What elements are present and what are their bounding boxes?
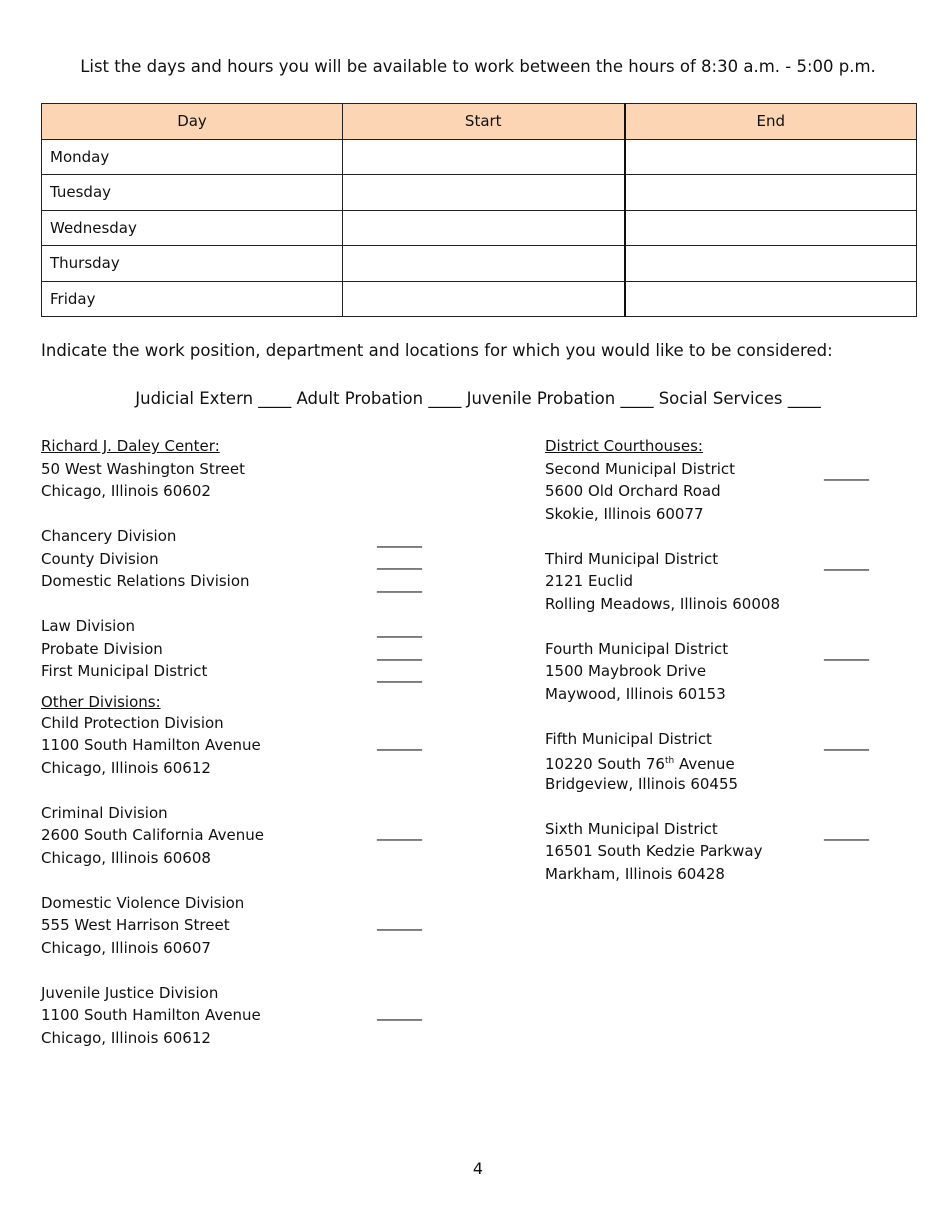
day-cell: Thursday (42, 246, 343, 282)
division-first-municipal: First Municipal District (41, 662, 208, 680)
other-division-address1: 1100 South Hamilton Avenue (41, 736, 261, 754)
blank-third-district[interactable]: ______ (824, 553, 869, 571)
district-address1: 10220 South 76th Avenue (545, 755, 735, 773)
daley-center-heading: Richard J. Daley Center: (41, 437, 220, 455)
division-chancery: Chancery Division (41, 527, 177, 545)
end-cell[interactable] (625, 210, 917, 246)
day-cell: Wednesday (42, 210, 343, 246)
availability-table (41, 103, 917, 317)
district-address1: 1500 Maybrook Drive (545, 662, 707, 680)
day-cell: Monday (42, 139, 343, 175)
other-division-address2: Chicago, Illinois 60612 (41, 758, 211, 777)
other-division-address2: Chicago, Illinois 60607 (41, 938, 211, 957)
district-address1: 2121 Euclid (545, 572, 634, 590)
table-row (42, 281, 917, 317)
header-end: End (625, 104, 917, 140)
district-address1: 5600 Old Orchard Road (545, 482, 721, 500)
other-division-name: Domestic Violence Division (41, 893, 245, 912)
district-name: Fifth Municipal District (545, 729, 712, 748)
other-division-address2: Chicago, Illinois 60612 (41, 1028, 211, 1047)
other-division-address1: 2600 South California Avenue (41, 826, 265, 844)
blank-domestic-relations[interactable]: ______ (377, 575, 422, 593)
blank-first-municipal[interactable]: ______ (377, 665, 422, 683)
district-address2: Skokie, Illinois 60077 (545, 504, 704, 523)
division-probate: Probate Division (41, 639, 163, 658)
district-address2: Bridgeview, Illinois 60455 (545, 774, 739, 793)
blank-probate[interactable]: ______ (377, 643, 422, 661)
daley-address-line2: Chicago, Illinois 60602 (41, 482, 211, 500)
table-row (42, 139, 917, 175)
district-address2: Markham, Illinois 60428 (545, 864, 725, 883)
district-name: Third Municipal District (545, 549, 719, 568)
header-start: Start (343, 104, 625, 140)
other-division-address1: 1100 South Hamilton Avenue (41, 1006, 261, 1024)
blank-criminal[interactable]: ______ (377, 823, 422, 841)
blank-sixth-district[interactable]: ______ (824, 823, 869, 841)
blank-fifth-district[interactable]: ______ (824, 733, 869, 751)
district-name: Sixth Municipal District (545, 819, 718, 838)
district-courthouses-heading: District Courthouses: (545, 437, 703, 455)
blank-chancery[interactable]: ______ (377, 530, 422, 548)
right-column (545, 435, 780, 885)
start-cell[interactable] (343, 175, 625, 211)
district-name: Second Municipal District (545, 459, 736, 478)
table-row (42, 175, 917, 211)
header-day: Day (42, 104, 343, 140)
division-county: County Division (41, 549, 159, 568)
district-address2: Rolling Meadows, Illinois 60008 (545, 594, 780, 613)
end-cell[interactable] (625, 139, 917, 175)
blank-second-district[interactable]: ______ (824, 463, 869, 481)
day-cell: Friday (42, 281, 343, 317)
start-cell[interactable] (343, 281, 625, 317)
other-division-name: Juvenile Justice Division (41, 983, 219, 1002)
table-row (42, 246, 917, 282)
daley-address-line1: 50 West Washington Street (41, 459, 245, 478)
division-law: Law Division (41, 617, 136, 635)
end-cell[interactable] (625, 175, 917, 211)
other-division-address1: 555 West Harrison Street (41, 916, 230, 934)
table-row (42, 210, 917, 246)
end-cell[interactable] (625, 246, 917, 282)
table-header-row (42, 104, 917, 140)
other-division-name: Child Protection Division (41, 713, 224, 732)
instructions-positions: Indicate the work position, department and locations for which you would like to be considered: (41, 341, 833, 360)
other-division-name: Criminal Division (41, 803, 168, 822)
other-division-address2: Chicago, Illinois 60608 (41, 848, 211, 867)
start-cell[interactable] (343, 246, 625, 282)
blank-child-protection[interactable]: ______ (377, 733, 422, 751)
district-address2: Maywood, Illinois 60153 (545, 684, 726, 703)
page-number: 4 (472, 1159, 484, 1178)
instructions-availability: List the days and hours you will be available to work between the hours of 8:30 a.m. - 5:00 p.m. (80, 57, 876, 76)
end-cell[interactable] (625, 281, 917, 317)
blank-fourth-district[interactable]: ______ (824, 643, 869, 661)
start-cell[interactable] (343, 210, 625, 246)
blank-domestic-violence[interactable]: ______ (377, 913, 422, 931)
start-cell[interactable] (343, 139, 625, 175)
division-domestic-relations: Domestic Relations Division (41, 572, 250, 590)
district-address1: 16501 South Kedzie Parkway (545, 842, 763, 860)
left-column (41, 435, 264, 1049)
blank-county[interactable]: ______ (377, 552, 422, 570)
district-name: Fourth Municipal District (545, 639, 729, 658)
blank-law[interactable]: ______ (377, 620, 422, 638)
blank-juvenile-justice[interactable]: ______ (377, 1003, 422, 1021)
other-divisions-heading: Other Divisions: (41, 692, 161, 711)
position-options[interactable]: Judicial Extern ____ Adult Probation ____ Juvenile Probation ____ Social Services ____ (135, 389, 821, 408)
day-cell: Tuesday (42, 175, 343, 211)
